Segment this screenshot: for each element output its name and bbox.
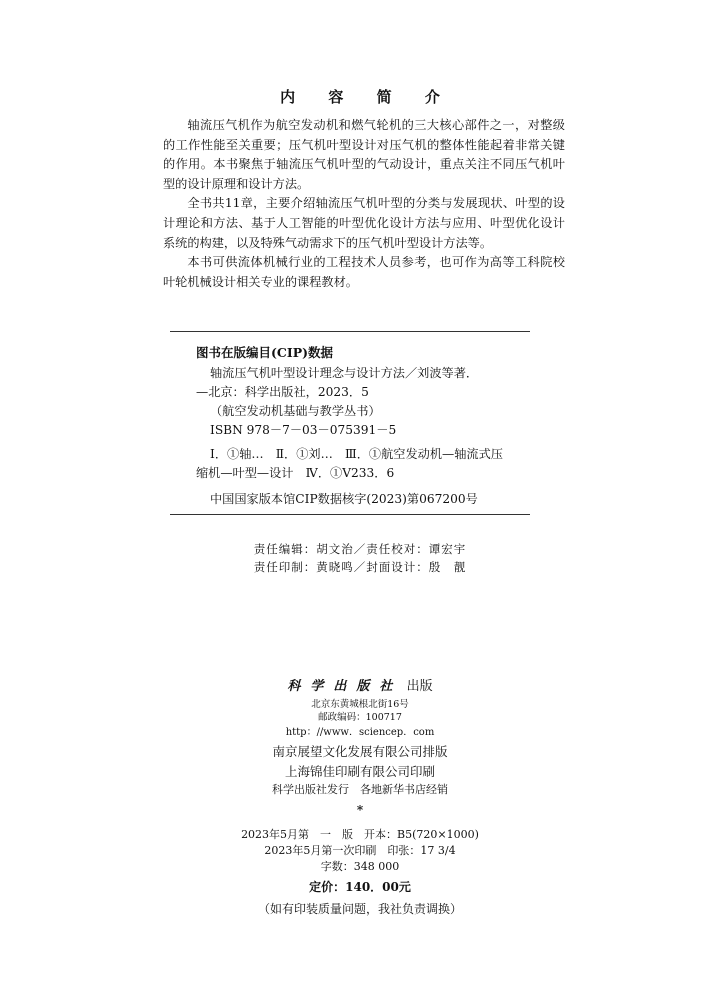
printer: 上海锦佳印刷有限公司印刷 bbox=[284, 764, 435, 779]
intro-paragraph-2: 全书共11章，主要介绍轴流压气机叶型的分类与发展现状、叶型的设计理论和方法、基于人工智能的叶型优化设计方法与应用、叶型优化设计系统的构建，以及特殊气动需求下的压气机叶型设计方法等。 bbox=[163, 196, 565, 250]
cip-classification-2: 缩机—叶型—设计 Ⅳ．①V233．6 bbox=[196, 466, 395, 480]
publisher-line bbox=[0, 675, 720, 694]
publisher-website: http：//www．sciencep．com bbox=[285, 727, 435, 738]
price: 定价：140．00元 bbox=[309, 880, 411, 894]
credits-line-1: 责任编辑：胡文治／责任校对：谭宏宇 bbox=[253, 542, 467, 556]
cip-publisher-line: —北京：科学出版社，2023．5 bbox=[196, 385, 369, 399]
typesetter: 南京展望文化发展有限公司排版 bbox=[272, 744, 448, 759]
cip-top-rule bbox=[170, 331, 530, 332]
publisher-name: 科学出版社 bbox=[287, 679, 403, 694]
cip-bottom-rule bbox=[170, 514, 530, 515]
intro-paragraph-1: 轴流压气机作为航空发动机和燃气轮机的三大核心部件之一，对整级的工作性能至关重要；压气机叶型设计对压气机的整体性能起着非常关键的作用。本书聚焦于轴流压气机叶型的气动设计，重点关注不同压气机叶型的设计原理和设计方法。 bbox=[163, 118, 565, 191]
cip-title-line: 轴流压气机叶型设计理念与设计方法／刘波等著． bbox=[210, 366, 479, 380]
intro-text bbox=[163, 116, 565, 292]
quality-notice: （如有印装质量问题，我社负责调换） bbox=[257, 902, 462, 916]
publisher-postcode: 邮政编码：100717 bbox=[318, 712, 402, 723]
publisher-suffix: 出版 bbox=[406, 679, 433, 694]
printing-line: 2023年5月第一次印刷 印张：17 3/4 bbox=[264, 844, 456, 857]
credits-line-2: 责任印制：黄晓鸣／封面设计：殷 靓 bbox=[253, 560, 467, 574]
publisher-address: 北京东黄城根北街16号 bbox=[311, 699, 409, 710]
cip-series-line: （航空发动机基础与教学丛书） bbox=[210, 404, 381, 418]
page-title: 内 容 简 介 bbox=[280, 88, 454, 106]
edition-line: 2023年5月第 一 版 开本：B5(720×1000) bbox=[241, 828, 479, 841]
editor-credits bbox=[0, 540, 720, 576]
cip-record-number: 中国国家版本馆CIP数据核字(2023)第067200号 bbox=[210, 492, 478, 506]
distribution: 科学出版社发行 各地新华书店经销 bbox=[272, 783, 448, 796]
cip-classification-1: Ⅰ．①轴… Ⅱ．①刘… Ⅲ．①航空发动机—轴流式压 bbox=[210, 447, 503, 461]
cip-heading: 图书在版编目(CIP)数据 bbox=[196, 345, 334, 360]
intro-paragraph-3: 本书可供流体机械行业的工程技术人员参考，也可作为高等工科院校叶轮机械设计相关专业的课程教材。 bbox=[163, 255, 565, 289]
word-count: 字数：348 000 bbox=[320, 860, 400, 873]
cip-isbn: ISBN 978－7－03－075391－5 bbox=[210, 423, 397, 437]
separator-star: * bbox=[356, 803, 364, 817]
